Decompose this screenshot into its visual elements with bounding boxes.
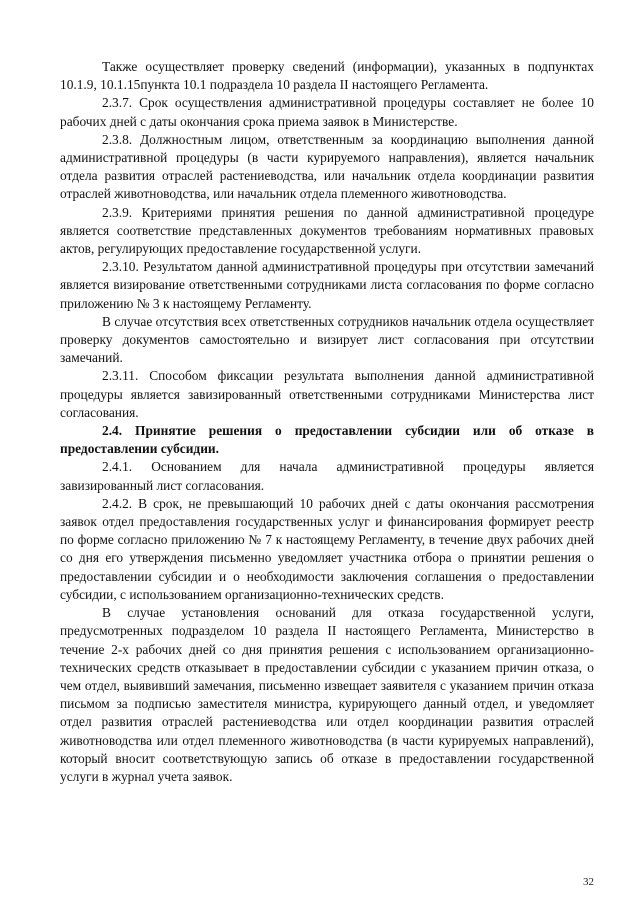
paragraph-2-3-9: 2.3.9. Критериями принятия решения по данной административной процедуре является соответствие представленных документов требованиям нормативных правовых актов, регулирующих предоставление государственной услуги. <box>60 204 594 257</box>
paragraph-2-4-2: 2.4.2. В срок, не превышающий 10 рабочих дней с даты окончания рассмотрения заявок отдел предоставления государственных услуг и финансирования формирует реестр по форме согласно приложению № 7 к настоящему Регламенту, в течение двух рабочих дней со дня его утверждения письменно уведомляет участника отбора о принятии решения о предоставлении субсидии и о необходимости заключения соглашения о предоставлении субсидии, с использованием организационно-технических средств. <box>60 495 594 602</box>
paragraph-2-3-7: 2.3.7. Срок осуществления административной процедуры составляет не более 10 рабочих дней с даты окончания срока приема заявок в Министерстве. <box>60 95 594 129</box>
paragraph-2-4-1: 2.4.1. Основанием для начала административной процедуры является завизированный лист согласования. <box>60 459 594 493</box>
paragraph-refusal-case: В случае установления оснований для отказа государственной услуги, предусмотренных подразделом 10 раздела II настоящего Регламента, Министерство в течение 2-х рабочих дней со дня принятия решения с использованием организационно-технических средств отказывает в предоставлении субсидии с указанием причин отказа, о чем отдел, выявивший замечания, письменно извещает заявителя с указанием причин отказа письмом за подписью заместителя министра, курирующего данный отдел, и уведомляет отдел развития отраслей растениеводства или отдел координации развития отраслей животноводства или отдел племенного животноводства (в части курируемых направлений), который вносит соответствующую запись об отказе в предоставлении государственной услуги в журнал учета заявок. <box>60 605 594 784</box>
paragraph-2-3-10: 2.3.10. Результатом данной административной процедуры при отсутствии замечаний является визирование ответственными сотрудниками листа согласования по форме согласно приложению № 3 к настоящему Регламенту. <box>60 259 594 311</box>
paragraph-2-3-11: 2.3.11. Способом фиксации результата выполнения данной административной процедуры является завизированный ответственными сотрудниками Министерства лист согласования. <box>60 368 594 420</box>
paragraph-verification: Также осуществляет проверку сведений (информации), указанных в подпунктах 10.1.9, 10.1.15пункта 10.1 подраздела 10 раздела II настоящего Регламента. <box>60 59 594 93</box>
paragraph-absence-case: В случае отсутствия всех ответственных сотрудников начальник отдела осуществляет проверку документов самостоятельно и визирует лист согласования при отсутствии замечаний. <box>60 313 594 366</box>
document-body <box>60 58 594 786</box>
page-number: 32 <box>583 876 594 888</box>
section-heading-2-4: 2.4. Принятие решения о предоставлении субсидии или об отказе в предоставлении субсидии. <box>60 423 594 457</box>
paragraph-2-3-8: 2.3.8. Должностным лицом, ответственным за координацию выполнения данной административной процедуры (в части курируемого направления), является начальник отдела развития отраслей растениеводства, или начальник отдела координации развития отраслей животноводства, или начальник отдела племенного животноводства. <box>60 131 594 202</box>
